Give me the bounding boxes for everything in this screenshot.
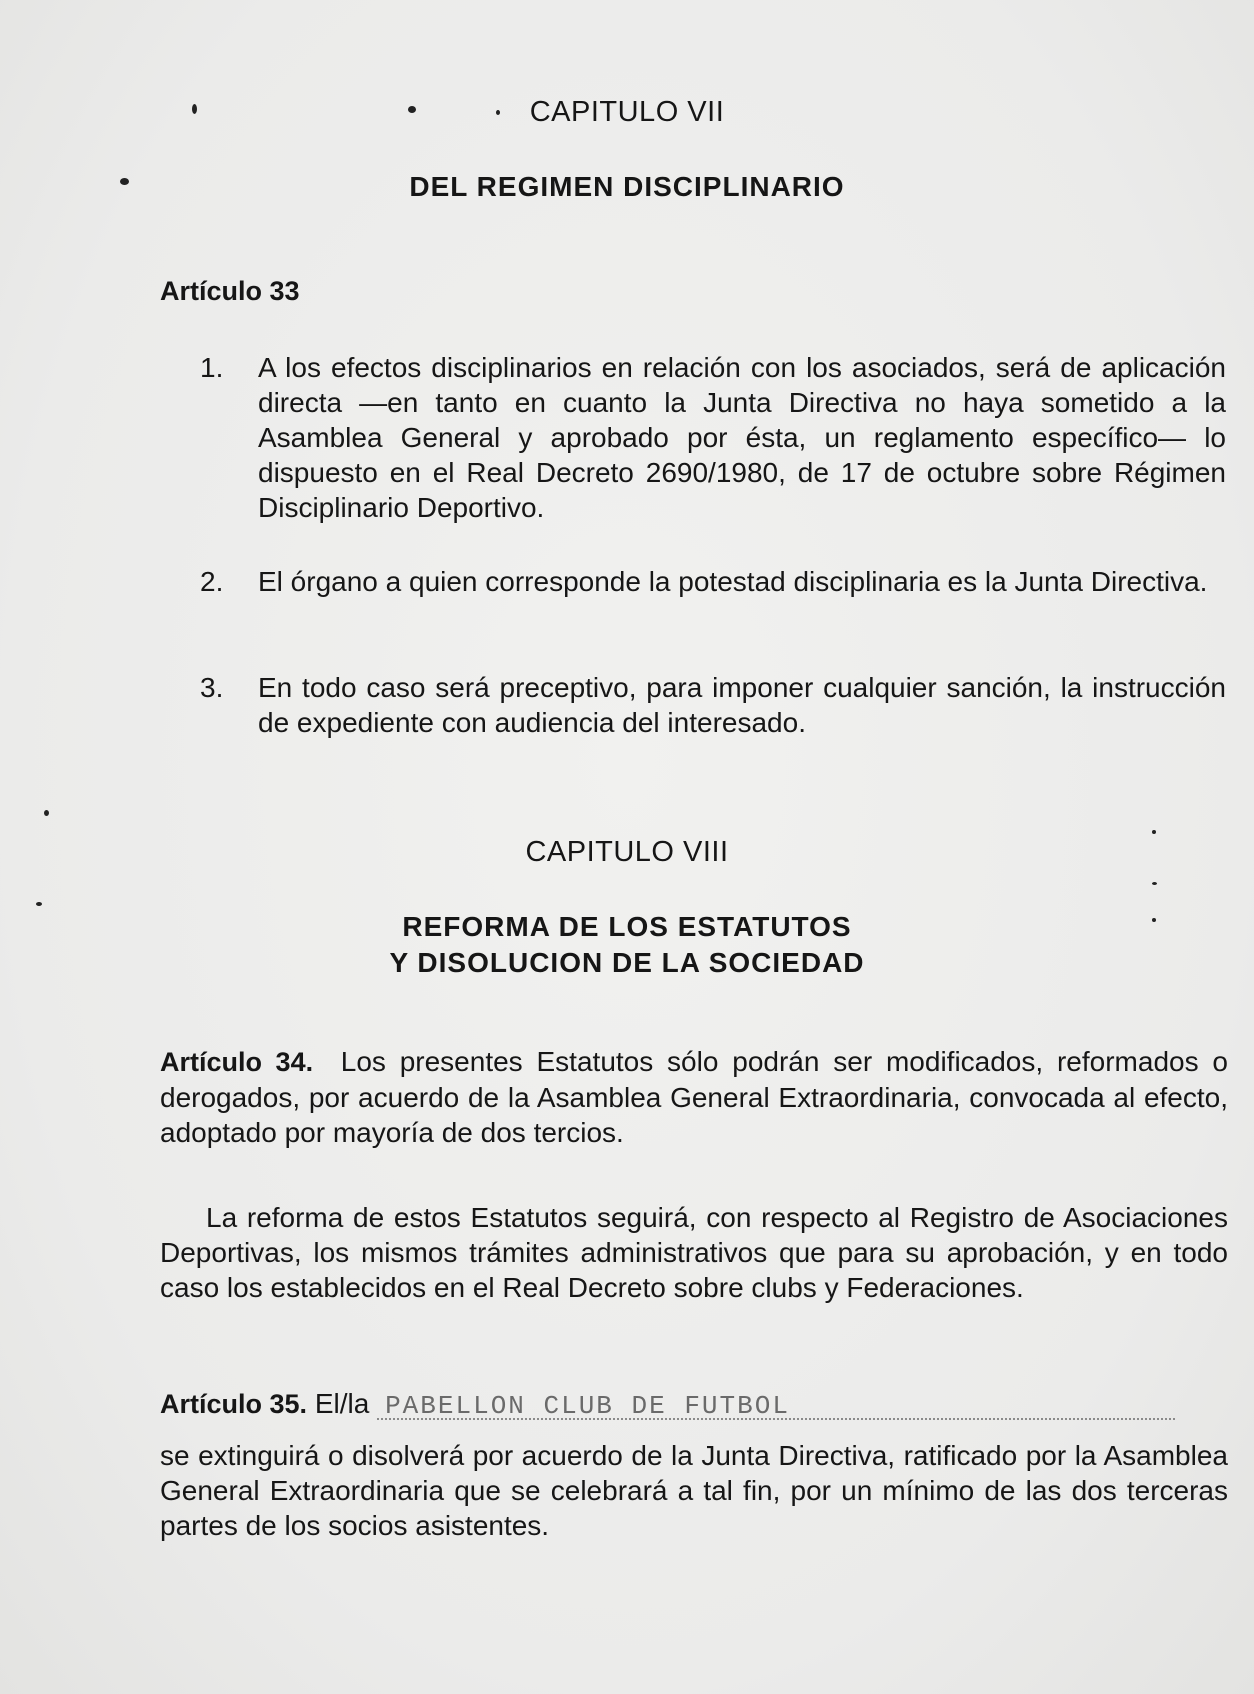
item-number: 3. (200, 672, 224, 703)
chapter-8-title-line-2: Y DISOLUCION DE LA SOCIEDAD (389, 947, 865, 978)
item-number: 2. (200, 566, 224, 597)
chapter-7-heading: CAPITULO VII (529, 96, 725, 128)
article-34-paragraph-2: La reforma de estos Estatutos seguirá, con respecto al Registro de Asociaciones Deportivas, los mismos trámites administrativos que para su aprobación, y en todo caso los establecidos en el Real Decreto sobre clubs y Federaciones. (160, 1202, 1228, 1303)
typed-club-name: PABELLON CLUB DE FUTBOL (385, 1391, 790, 1421)
article-33-heading: Artículo 33 (160, 276, 300, 306)
scan-speck (44, 810, 49, 816)
article-34-heading: Artículo 34. (160, 1047, 314, 1077)
article-35-heading: Artículo 35. (160, 1389, 308, 1419)
scan-speck (1152, 830, 1156, 834)
chapter-8-heading: CAPITULO VIII (525, 836, 729, 868)
item-text: El órgano a quien corresponde la potestad disciplinaria es la Junta Directiva. (258, 566, 1208, 597)
article-35-line-1 (160, 1386, 1228, 1422)
article-35-text: se extinguirá o disolverá por acuerdo de la Junta Directiva, ratificado por la Asamblea General Extraordinaria que se celebrará a tal fin, por un mínimo de las dos terceras partes de los socios asistentes. (160, 1440, 1228, 1541)
chapter-7-title: DEL REGIMEN DISCIPLINARIO (409, 171, 845, 202)
article-34-text: Los presentes Estatutos sólo podrán ser modificados, reformados o derogados, por acuerdo de la Asamblea General Extraordinaria, convocada al efecto, adoptado por mayoría de dos tercios. (160, 1046, 1228, 1148)
item-text: A los efectos disciplinarios en relación con los asociados, será de aplicación directa —en tanto en cuanto la Junta Directiva no haya sometido a la Asamblea General y aprobado por ésta, un reglamento específico— lo dispuesto en el Real Decreto 2690/1980, de 17 de octubre sobre Régimen Disciplinario Deportivo. (258, 352, 1226, 523)
chapter-8-title-line-1: REFORMA DE LOS ESTATUTOS (402, 911, 852, 942)
article-34 (160, 1044, 1228, 1150)
item-number: 1. (200, 352, 224, 383)
item-text: En todo caso será preceptivo, para imponer cualquier sanción, la instrucción de expediente con audiencia del interesado. (258, 672, 1226, 738)
typed-name-field (377, 1386, 1175, 1420)
scan-speck (1152, 882, 1157, 885)
article-35-prefix: El/la (314, 1388, 370, 1419)
scan-speck (36, 902, 42, 906)
